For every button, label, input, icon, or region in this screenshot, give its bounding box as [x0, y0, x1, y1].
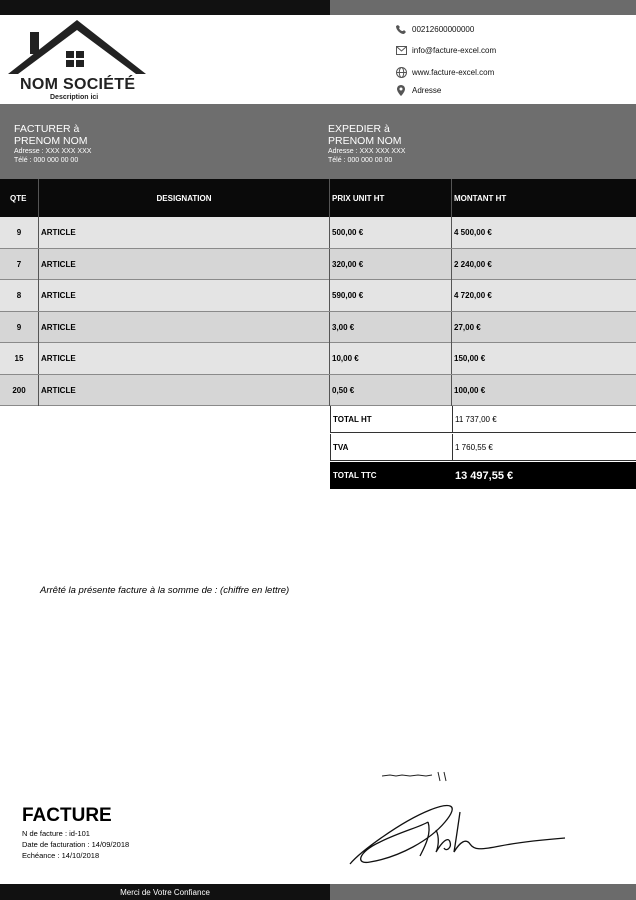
tva-row — [330, 434, 636, 461]
bill-to-address: Adresse : XXX XXX XXX — [14, 148, 92, 155]
column-divider — [329, 375, 330, 406]
invoice-date: Date de facturation : 14/09/2018 — [22, 840, 130, 849]
column-divider — [329, 312, 330, 343]
column-divider — [38, 280, 39, 311]
total-ht-value: 11 737,00 € — [455, 415, 497, 424]
cell-amount: 100,00 € — [454, 385, 486, 395]
invoice-number: N de facture : id-101 — [22, 829, 90, 838]
cell-qty: 200 — [12, 385, 26, 395]
address-band — [0, 104, 636, 179]
contact-website — [395, 65, 494, 79]
invoice-due-date: Echéance : 14/10/2018 — [22, 851, 100, 860]
bill-to-block — [14, 123, 91, 165]
cell-amount: 27,00 € — [454, 322, 481, 332]
cell-qty: 9 — [16, 322, 22, 332]
contact-address — [395, 83, 441, 97]
address-text: Adresse — [412, 85, 442, 95]
top-bar-grey — [330, 0, 636, 15]
contact-email — [395, 43, 496, 57]
cell-designation: ARTICLE — [41, 291, 76, 300]
footer-bar-grey — [330, 884, 636, 900]
bill-to-heading: FACTURER à — [14, 123, 80, 135]
cell-designation: ARTICLE — [41, 385, 76, 395]
cell-designation: ARTICLE — [41, 259, 76, 269]
bill-to-name: PRENOM NOM — [14, 135, 88, 147]
ship-to-address: Adresse : XXX XXX XXX — [328, 148, 406, 155]
contact-phone — [395, 22, 474, 36]
table-row — [0, 375, 636, 407]
company-name: NOM SOCIÉTÉ — [20, 76, 136, 93]
table-row — [0, 280, 636, 312]
column-divider — [329, 249, 330, 280]
column-divider — [451, 249, 452, 280]
cell-designation: ARTICLE — [41, 354, 76, 363]
total-ttc-value: 13 497,55 € — [455, 469, 514, 482]
table-row — [0, 249, 636, 281]
footer-thanks: Merci de Votre Confiance — [120, 887, 210, 897]
cell-qty: 7 — [16, 259, 22, 269]
table-row — [0, 217, 636, 249]
ship-to-block — [328, 123, 405, 165]
cell-designation: ARTICLE — [41, 228, 76, 237]
cell-unit-price: 10,00 € — [332, 354, 359, 363]
phone-text: 00212600000000 — [412, 24, 475, 34]
handwritten-signature — [340, 782, 580, 872]
column-divider — [451, 217, 452, 248]
cell-unit-price: 500,00 € — [332, 228, 364, 237]
items-table-header — [0, 179, 636, 217]
cell-unit-price: 3,00 € — [332, 322, 355, 332]
cell-qty: 8 — [16, 291, 22, 300]
total-ttc-label: TOTAL TTC — [333, 471, 377, 480]
bill-to-phone: Télé : 000 000 00 00 — [14, 157, 79, 164]
column-divider — [452, 406, 453, 433]
ship-to-heading: EXPEDIER à — [328, 123, 390, 135]
footer-bar — [0, 884, 330, 900]
table-row — [0, 312, 636, 344]
column-divider — [38, 249, 39, 280]
column-divider — [38, 312, 39, 343]
total-ht-row — [330, 406, 636, 433]
total-ht-label: TOTAL HT — [333, 415, 372, 424]
top-bar-dark — [0, 0, 330, 15]
column-divider — [329, 217, 330, 248]
invoice-title: FACTURE — [22, 805, 112, 826]
email-text[interactable]: info@facture-excel.com — [412, 45, 497, 55]
column-divider — [329, 280, 330, 311]
cell-amount: 2 240,00 € — [454, 259, 492, 269]
cell-qty: 9 — [16, 228, 22, 237]
cell-unit-price: 320,00 € — [332, 259, 364, 269]
header-qty: QTE — [10, 193, 27, 203]
tva-value: 1 760,55 € — [455, 443, 493, 452]
cell-amount: 4 720,00 € — [454, 291, 492, 300]
table-row — [0, 343, 636, 375]
header-divider — [329, 179, 330, 217]
column-divider — [452, 434, 453, 461]
cell-designation: ARTICLE — [41, 322, 76, 332]
cell-qty: 15 — [14, 354, 24, 363]
website-text[interactable]: www.facture-excel.com — [412, 67, 495, 77]
column-divider — [451, 312, 452, 343]
column-divider — [451, 375, 452, 406]
mail-icon — [395, 44, 407, 56]
house-logo-icon — [8, 18, 148, 78]
cell-amount: 150,00 € — [454, 354, 486, 363]
header-unit-price: PRIX UNIT HT — [332, 193, 385, 203]
column-divider — [329, 343, 330, 374]
tva-label: TVA — [333, 443, 349, 452]
location-pin-icon — [395, 84, 407, 96]
globe-icon — [395, 66, 407, 78]
column-divider — [38, 343, 39, 374]
cell-unit-price: 590,00 € — [332, 291, 364, 300]
phone-icon — [395, 23, 407, 35]
header-divider — [451, 179, 452, 217]
amount-in-words: Arrêté la présente facture à la somme de : (chiffre en lettre) — [40, 585, 290, 596]
cell-amount: 4 500,00 € — [454, 228, 492, 237]
header-designation: DESIGNATION — [156, 193, 212, 203]
ship-to-name: PRENOM NOM — [328, 135, 402, 147]
company-description: Description ici — [50, 94, 99, 101]
column-divider — [38, 217, 39, 248]
header-amount: MONTANT HT — [454, 193, 507, 203]
column-divider — [451, 280, 452, 311]
total-ttc-row — [330, 462, 636, 489]
cell-unit-price: 0,50 € — [332, 385, 355, 395]
column-divider — [451, 343, 452, 374]
column-divider — [38, 375, 39, 406]
ship-to-phone: Télé : 000 000 00 00 — [328, 157, 393, 164]
